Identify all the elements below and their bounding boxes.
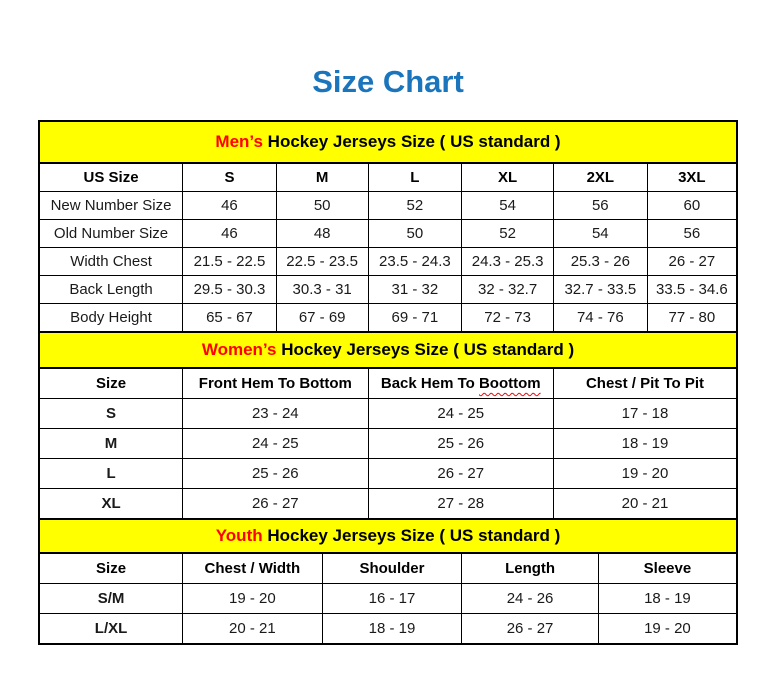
- mens-value-cell: 25.3 - 26: [553, 248, 647, 276]
- mens-data-row: [39, 220, 737, 248]
- youth-column-header: Shoulder: [322, 553, 462, 584]
- youth-row-label: L/XL: [39, 614, 183, 645]
- mens-value-cell: 56: [553, 192, 647, 220]
- mens-header-row: [39, 163, 737, 192]
- mens-column-header: L: [368, 163, 462, 192]
- mens-band-rest: Hockey Jerseys Size ( US standard ): [262, 132, 561, 151]
- mens-data-row: [39, 276, 737, 304]
- mens-value-cell: 29.5 - 30.3: [183, 276, 277, 304]
- mens-value-cell: 72 - 73: [462, 304, 554, 333]
- womens-value-cell: 26 - 27: [368, 459, 553, 489]
- mens-column-header: S: [183, 163, 277, 192]
- mens-value-cell: 52: [368, 192, 462, 220]
- youth-value-cell: 19 - 20: [598, 614, 737, 645]
- mens-value-cell: 65 - 67: [183, 304, 277, 333]
- youth-size-table: [38, 518, 738, 645]
- womens-value-cell: 25 - 26: [183, 459, 368, 489]
- youth-value-cell: 20 - 21: [183, 614, 323, 645]
- mens-value-cell: 67 - 69: [276, 304, 368, 333]
- womens-column-header: Chest / Pit To Pit: [553, 368, 737, 399]
- womens-value-cell: 24 - 25: [183, 429, 368, 459]
- youth-band-title: [39, 519, 737, 553]
- mens-data-row: [39, 248, 737, 276]
- mens-value-cell: 69 - 71: [368, 304, 462, 333]
- womens-header-row: [39, 368, 737, 399]
- mens-row-label: Back Length: [39, 276, 183, 304]
- womens-value-cell: 17 - 18: [553, 399, 737, 429]
- womens-data-row: [39, 459, 737, 489]
- mens-value-cell: 26 - 27: [647, 248, 737, 276]
- mens-column-header: XL: [462, 163, 554, 192]
- womens-band-rest: Hockey Jerseys Size ( US standard ): [276, 340, 575, 359]
- youth-value-cell: 18 - 19: [322, 614, 462, 645]
- mens-column-header: M: [276, 163, 368, 192]
- youth-band-rest: Hockey Jerseys Size ( US standard ): [262, 526, 561, 545]
- mens-row-label: Body Height: [39, 304, 183, 333]
- youth-data-row: [39, 584, 737, 614]
- misspelled-word-squiggle: Boottom: [478, 375, 541, 392]
- mens-value-cell: 74 - 76: [553, 304, 647, 333]
- womens-row-label: M: [39, 429, 183, 459]
- mens-band-row: [39, 121, 737, 163]
- youth-header-row: [39, 553, 737, 584]
- mens-value-cell: 22.5 - 23.5: [276, 248, 368, 276]
- mens-data-row: [39, 304, 737, 333]
- womens-value-cell: 26 - 27: [183, 489, 368, 520]
- mens-column-header: 3XL: [647, 163, 737, 192]
- mens-value-cell: 46: [183, 220, 277, 248]
- mens-value-cell: 32.7 - 33.5: [553, 276, 647, 304]
- mens-band-highlight: Men’s: [215, 132, 263, 151]
- mens-value-cell: 77 - 80: [647, 304, 737, 333]
- mens-value-cell: 54: [553, 220, 647, 248]
- youth-value-cell: 16 - 17: [322, 584, 462, 614]
- womens-row-label: XL: [39, 489, 183, 520]
- youth-row-label: S/M: [39, 584, 183, 614]
- mens-column-header: 2XL: [553, 163, 647, 192]
- page-title: Size Chart: [312, 64, 464, 99]
- youth-value-cell: 19 - 20: [183, 584, 323, 614]
- youth-band-highlight: Youth: [215, 526, 263, 545]
- mens-value-cell: 50: [368, 220, 462, 248]
- womens-data-row: [39, 429, 737, 459]
- womens-column-header: Size: [39, 368, 183, 399]
- womens-row-label: S: [39, 399, 183, 429]
- womens-band-title: [39, 332, 737, 368]
- mens-value-cell: 52: [462, 220, 554, 248]
- mens-value-cell: 30.3 - 31: [276, 276, 368, 304]
- mens-value-cell: 24.3 - 25.3: [462, 248, 554, 276]
- womens-value-cell: 24 - 25: [368, 399, 553, 429]
- mens-row-label: Old Number Size: [39, 220, 183, 248]
- youth-data-row: [39, 614, 737, 645]
- youth-column-header: Sleeve: [598, 553, 737, 584]
- mens-value-cell: 48: [276, 220, 368, 248]
- mens-value-cell: 56: [647, 220, 737, 248]
- mens-value-cell: 50: [276, 192, 368, 220]
- womens-data-row: [39, 489, 737, 520]
- mens-value-cell: 31 - 32: [368, 276, 462, 304]
- mens-value-cell: 23.5 - 24.3: [368, 248, 462, 276]
- womens-data-row: [39, 399, 737, 429]
- mens-band-title: [39, 121, 737, 163]
- womens-band-row: [39, 332, 737, 368]
- womens-value-cell: 23 - 24: [183, 399, 368, 429]
- mens-value-cell: 54: [462, 192, 554, 220]
- womens-value-cell: 18 - 19: [553, 429, 737, 459]
- mens-data-row: [39, 192, 737, 220]
- womens-column-header: Back Hem To Boottom: [368, 368, 553, 399]
- mens-size-table: [38, 120, 738, 333]
- mens-row-label: New Number Size: [39, 192, 183, 220]
- youth-band-row: [39, 519, 737, 553]
- youth-value-cell: 18 - 19: [598, 584, 737, 614]
- womens-size-table: [38, 331, 738, 520]
- mens-value-cell: 21.5 - 22.5: [183, 248, 277, 276]
- mens-value-cell: 60: [647, 192, 737, 220]
- youth-value-cell: 24 - 26: [462, 584, 599, 614]
- womens-band-highlight: Women’s: [201, 340, 277, 359]
- womens-value-cell: 27 - 28: [368, 489, 553, 520]
- womens-value-cell: 20 - 21: [553, 489, 737, 520]
- youth-column-header: Chest / Width: [183, 553, 323, 584]
- mens-column-header: US Size: [39, 163, 183, 192]
- mens-row-label: Width Chest: [39, 248, 183, 276]
- womens-value-cell: 19 - 20: [553, 459, 737, 489]
- mens-value-cell: 46: [183, 192, 277, 220]
- womens-column-header: Front Hem To Bottom: [183, 368, 368, 399]
- womens-value-cell: 25 - 26: [368, 429, 553, 459]
- size-chart-tables: [38, 120, 738, 645]
- womens-row-label: L: [39, 459, 183, 489]
- mens-value-cell: 32 - 32.7: [462, 276, 554, 304]
- youth-value-cell: 26 - 27: [462, 614, 599, 645]
- youth-column-header: Length: [462, 553, 599, 584]
- youth-column-header: Size: [39, 553, 183, 584]
- mens-value-cell: 33.5 - 34.6: [647, 276, 737, 304]
